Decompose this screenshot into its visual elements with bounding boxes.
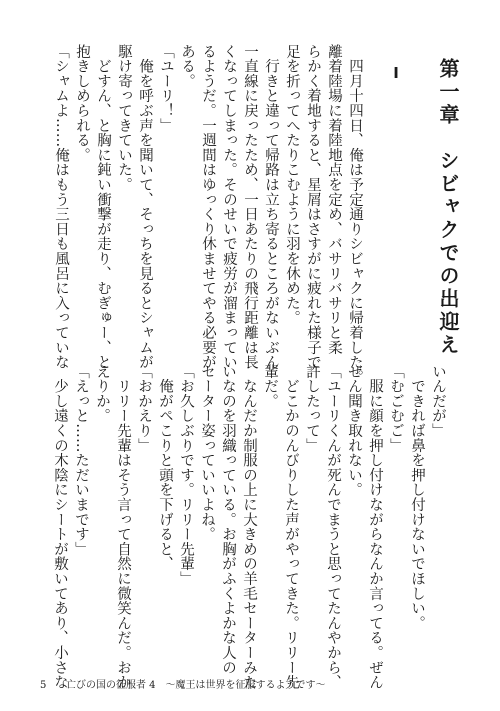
text-line: ある。 (179, 44, 195, 89)
text-line: えりか。 (94, 364, 110, 424)
text-line: 「ユーリくんが死んでまうと思ってたんやから、 (325, 364, 341, 690)
text-line: なんだか制服の上に大きめの羊毛セーターみた (241, 364, 257, 690)
text-line: 離着陸場に着陸地点を定め、バサリバサリと柔 (326, 44, 342, 355)
text-line: らかく着地すると、星屑はさすがに疲れた様子で (305, 44, 321, 370)
text-line: 「シャムよ……俺はもう三日も風呂に入っていな (53, 44, 69, 370)
text-line: 少し遠くの木陰にシートが敷いてあり、小さな (52, 364, 68, 690)
text-line: ぜん聞き取れない。 (346, 364, 362, 498)
text-line: リリー先輩はそう言って自然に微笑んだ。おか (115, 364, 131, 690)
text-line: 俺を呼ぶ声を聞いて、そっちを見るとシャムが (137, 44, 153, 370)
text-line: どこかのんびりした声がやってきた。リリー先 (283, 364, 299, 690)
text-line: 足を折ってへたりこむように羽を休めた。 (284, 44, 300, 326)
text-line: 抱きしめられる。 (74, 44, 90, 163)
book-title: 亡びの国の征服者 4 ～魔王は世界を征服するようです～ (66, 680, 326, 691)
text-line: 駆け寄ってきていた。 (116, 44, 132, 192)
text-line: 四月十四日、俺は予定通りシビャクに帰着した。 (347, 44, 363, 385)
text-line: 許したって」 (304, 364, 320, 453)
chapter-title: 第一章 シビャクでの出迎え (436, 58, 460, 357)
page-number: 5 (40, 680, 47, 691)
text-line: 一直線に戻ったため、一日あたりの飛行距離は長 (242, 44, 258, 370)
text-line: 俺がペこりと頭を下げると、 (157, 364, 173, 572)
text-line: いなのを羽織っている。お胸がふくよかな人の (220, 364, 236, 675)
text-line: 服に顔を押し付けながらなんか言ってる。ぜん (367, 364, 383, 690)
text-line: 「むごむご」 (388, 364, 404, 453)
text-line: 輩だ。 (262, 364, 278, 409)
text-line: どすん、と胸に鈍い衝撃が走り、むぎゅー、と (95, 44, 111, 370)
section-number: Ⅰ (387, 64, 405, 82)
text-line: できれば鼻を押し付けないでほしい。 (409, 364, 425, 631)
text-line: 「おかえり」 (136, 364, 152, 453)
text-block-top (50, 44, 365, 385)
text-line: 行きと違って帰路は立ち寄るところがないぶん (263, 44, 279, 370)
text-line: くなってしまった。そのせいで疲労が溜まってい (221, 44, 237, 370)
text-line: いんだが」 (430, 364, 446, 438)
text-line: るようだ。一週間はゆっくり休ませてやる必要が (200, 44, 216, 370)
page-footer (40, 679, 326, 693)
text-line: 「えっと……ただいまです」 (73, 364, 89, 557)
text-line: 「お久しぶりです。リリー先輩」 (178, 364, 194, 586)
text-line: 「ユーリ！」 (158, 44, 174, 133)
text-line: セーター姿っていいよね。 (199, 364, 215, 542)
